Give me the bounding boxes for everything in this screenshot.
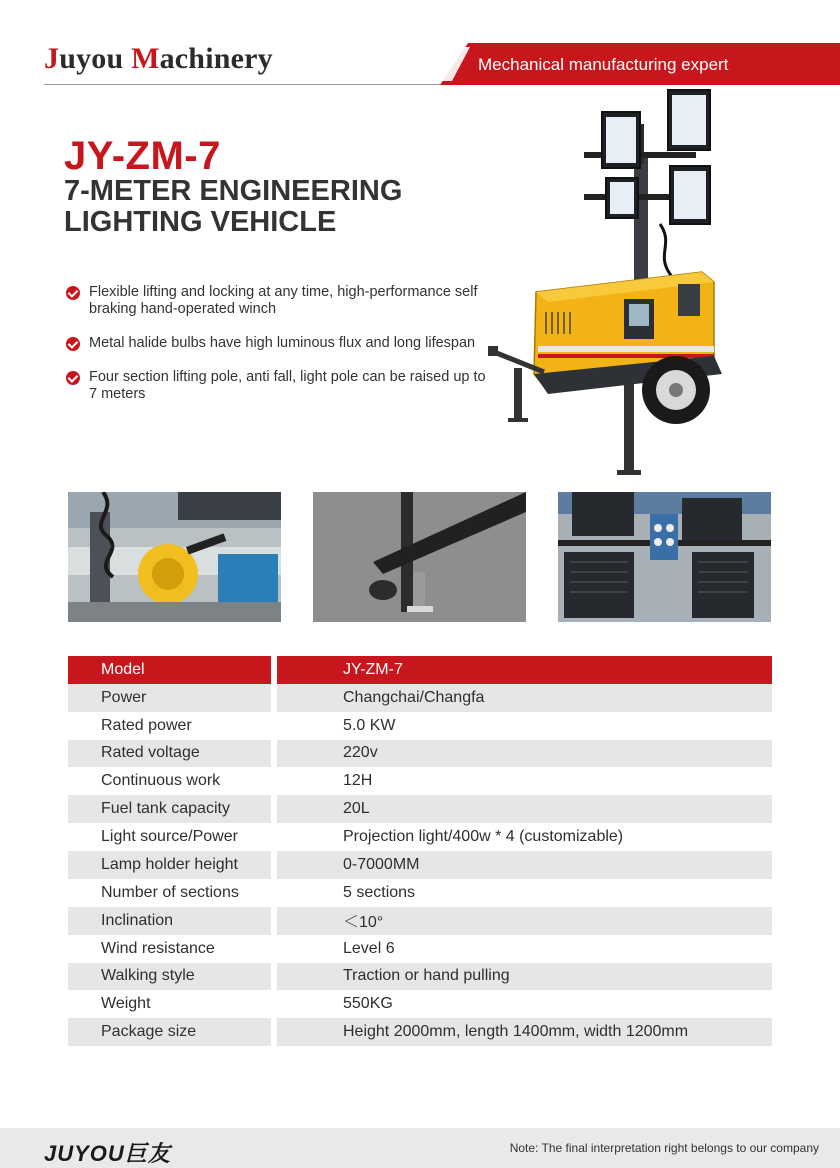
spec-value: 5.0 KW	[343, 716, 396, 734]
spec-row	[68, 963, 772, 991]
spec-row	[68, 712, 772, 740]
feature-item	[66, 369, 486, 403]
photo-hitch	[313, 492, 526, 622]
product-subtitle: 7-METER ENGINEERING LIGHTING VEHICLE	[64, 175, 403, 238]
tagline-text: Mechanical manufacturing expert	[478, 55, 729, 74]
tagline-banner	[440, 43, 840, 85]
brand-initial-m: M	[131, 42, 160, 75]
spec-value: 5 sections	[343, 883, 416, 901]
spec-value: ＜10°	[277, 907, 772, 935]
footer-logo: JUYOU巨友	[44, 1141, 171, 1166]
spec-label: Rated power	[101, 716, 192, 734]
spec-label: Continuous work	[101, 772, 221, 790]
spec-row	[68, 907, 772, 935]
feature-item	[66, 284, 486, 318]
header-divider	[44, 84, 472, 85]
spec-row	[68, 684, 772, 712]
spec-value: 20L	[277, 795, 772, 823]
spec-row	[68, 991, 772, 1019]
spec-value: Level 6	[343, 939, 395, 957]
spec-row-header	[68, 656, 772, 684]
brand-text-2: achinery	[159, 42, 273, 75]
spec-label: Number of sections	[101, 883, 239, 901]
spec-label: Light source/Power	[101, 828, 238, 846]
spec-value: Height 2000mm, length 1400mm, width 1200mm	[277, 1018, 772, 1046]
footer	[0, 1128, 840, 1168]
brand-logo	[44, 42, 273, 76]
spec-value: Changchai/Changfa	[277, 684, 772, 712]
spec-label: Power	[68, 684, 271, 712]
spec-row	[68, 740, 772, 768]
spec-label: Fuel tank capacity	[68, 795, 271, 823]
spec-row	[68, 851, 772, 879]
spec-row	[68, 795, 772, 823]
photo-lamps	[558, 492, 771, 622]
spec-value: 220v	[277, 740, 772, 768]
spec-label: Model	[68, 656, 271, 684]
spec-row	[68, 935, 772, 963]
spec-label: Walking style	[68, 963, 271, 991]
spec-label: Rated voltage	[68, 740, 271, 768]
footer-note: Note: The final interpretation right belongs to our company	[509, 1141, 819, 1155]
feature-list	[66, 284, 486, 420]
spec-label: Package size	[68, 1018, 271, 1046]
feature-text: Metal halide bulbs have high luminous flux and long lifespan	[89, 335, 476, 351]
brand-text-1: uyou	[59, 42, 132, 75]
spec-row	[68, 768, 772, 796]
spec-label: Wind resistance	[101, 939, 215, 957]
spec-label: Lamp holder height	[68, 851, 271, 879]
spec-value: Traction or hand pulling	[277, 963, 772, 991]
spec-table	[68, 656, 772, 1046]
spec-value: JY-ZM-7	[277, 656, 772, 684]
check-circle-icon	[66, 371, 80, 385]
product-image	[484, 84, 740, 480]
model-title: JY-ZM-7	[64, 134, 221, 178]
brand-initial-j: J	[44, 42, 60, 75]
spec-value: 0-7000MM	[277, 851, 772, 879]
feature-item	[66, 335, 486, 352]
spec-label: Inclination	[68, 907, 271, 935]
check-circle-icon	[66, 337, 80, 351]
feature-text: Flexible lifting and locking at any time, high-performance self braking hand-operated winch	[89, 284, 478, 317]
spec-row	[68, 1018, 772, 1046]
spec-value: 12H	[343, 772, 373, 790]
spec-row	[68, 823, 772, 851]
feature-text: Four section lifting pole, anti fall, light pole can be raised up to 7 meters	[89, 369, 486, 402]
check-circle-icon	[66, 286, 80, 300]
spec-value: 550KG	[343, 995, 393, 1013]
photo-winch	[68, 492, 281, 622]
spec-label: Weight	[101, 995, 151, 1013]
spec-value: Projection light/400w * 4 (customizable)	[343, 828, 624, 846]
spec-row	[68, 879, 772, 907]
